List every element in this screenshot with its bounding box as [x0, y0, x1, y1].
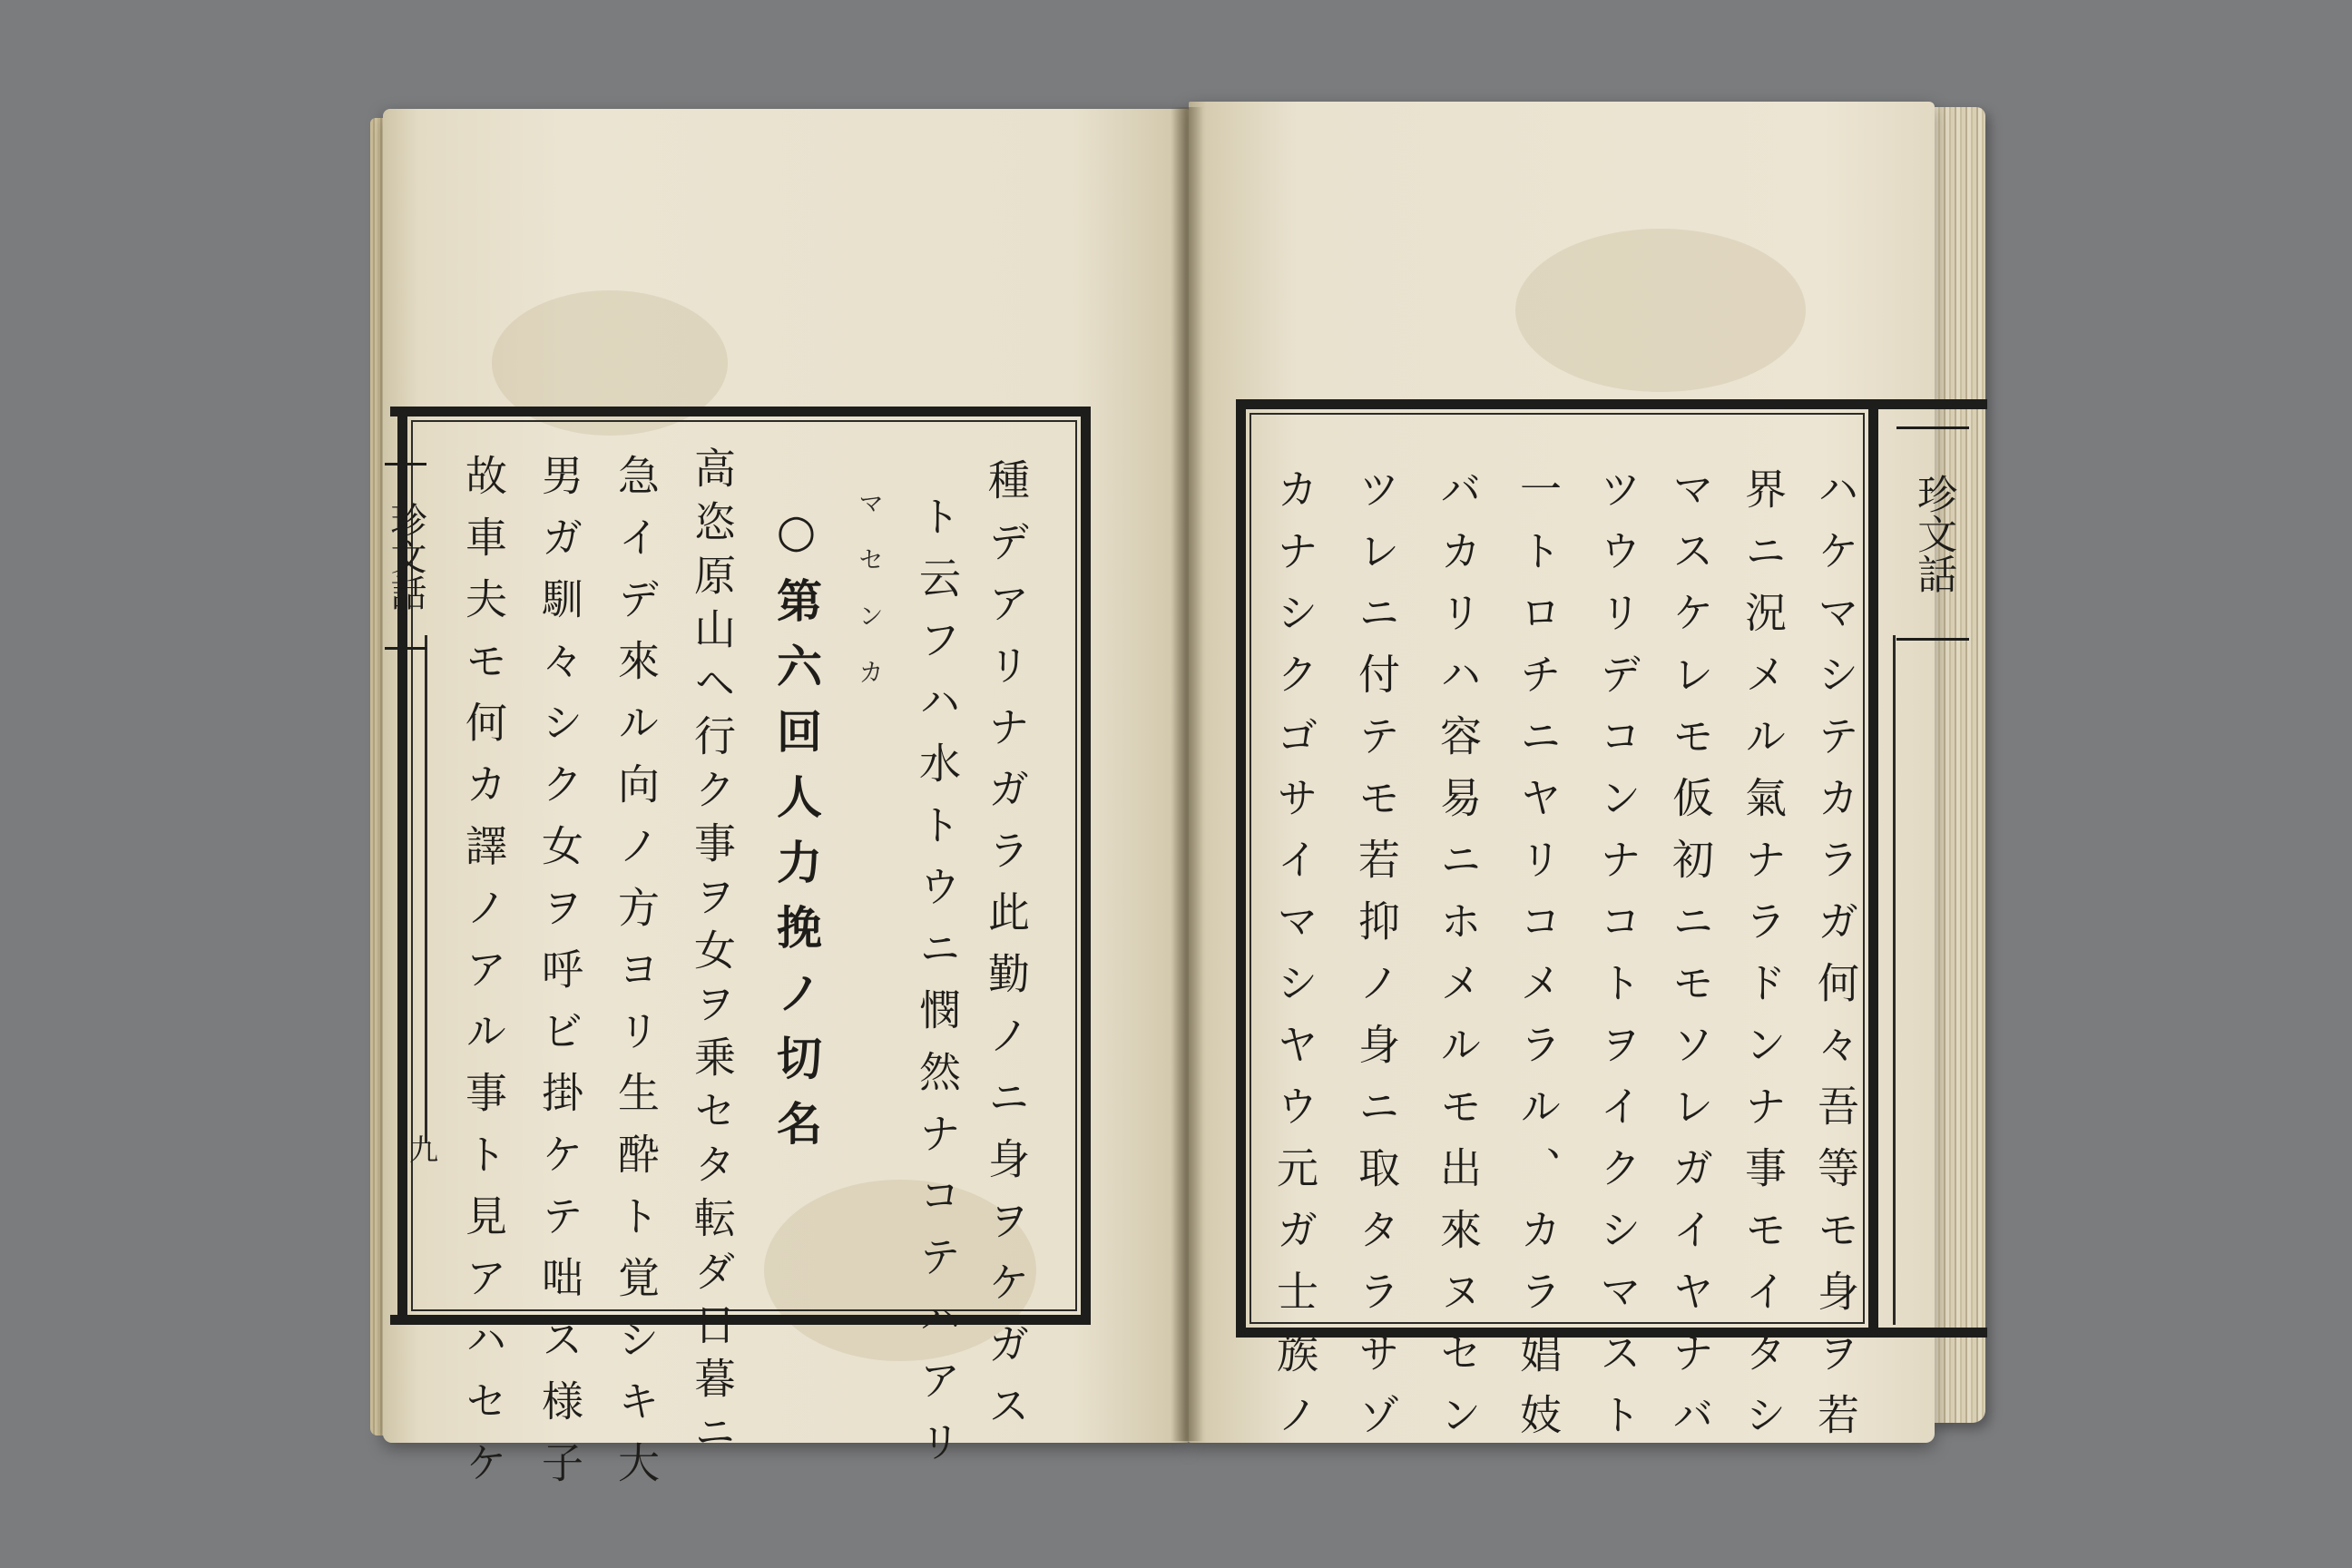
right-margin-title: 珍文話	[1896, 426, 1969, 641]
frame-extension	[390, 407, 412, 416]
text-column: バカリハ容易ニホメルモ出來ヌセン	[1434, 467, 1483, 1455]
margin-rule	[1893, 635, 1896, 1325]
text-column: 故車夫モ何カ譯ノアル事ト見アハセケ	[459, 454, 508, 1503]
left-margin-title: 珍文話	[385, 463, 426, 650]
book-gutter	[1171, 107, 1203, 1441]
paper-stain	[1515, 229, 1806, 392]
right-page-stack	[1929, 107, 1985, 1423]
frame-extension	[1869, 399, 1987, 409]
text-column: ツレニ付テモ若抑ノ身ニ取タラサゾ	[1352, 467, 1401, 1455]
text-column: ハケマシテカラガ何々吾等モ身ヲ若	[1811, 467, 1860, 1455]
text-column: ト云フハ水トウニ憫然ナコテハアリ	[913, 495, 962, 1482]
text-column: 一トロチニヤリコメラル、カラ娼妓	[1514, 467, 1563, 1455]
text-column: マスケレモ仮初ニモソレガイヤナバ	[1666, 467, 1715, 1455]
text-column: マセンカ	[855, 490, 885, 715]
text-column: 男ガ馴々シク女ヲ呼ビ掛ケテ咄ス様子	[535, 454, 584, 1503]
margin-rule	[425, 635, 427, 1143]
frame-extension	[390, 1315, 412, 1325]
chapter-title: ○第六回人力挽ノ切名	[769, 504, 823, 1165]
folio-number: 九	[405, 1134, 439, 1163]
text-column: 急イデ來ル向ノ方ヨリ生酔ト覚シキ大	[612, 454, 661, 1503]
text-column: 高恣原山ヘ行ク事ヲ女ヲ乗セタ転ダ日暮ニ	[688, 446, 737, 1464]
frame-extension	[1869, 1328, 1987, 1338]
text-column: 界ニ況メル氣ナラドンナ事モイタシ	[1739, 467, 1788, 1455]
text-column: ツウリデコンナコトヲイクシマスト	[1593, 467, 1642, 1455]
text-column: カナシクゴサイマシヤウ元ガ士族ノ	[1270, 467, 1319, 1455]
text-column: 種デアリナガラ此勤ノニ身ヲケガス	[982, 458, 1031, 1446]
